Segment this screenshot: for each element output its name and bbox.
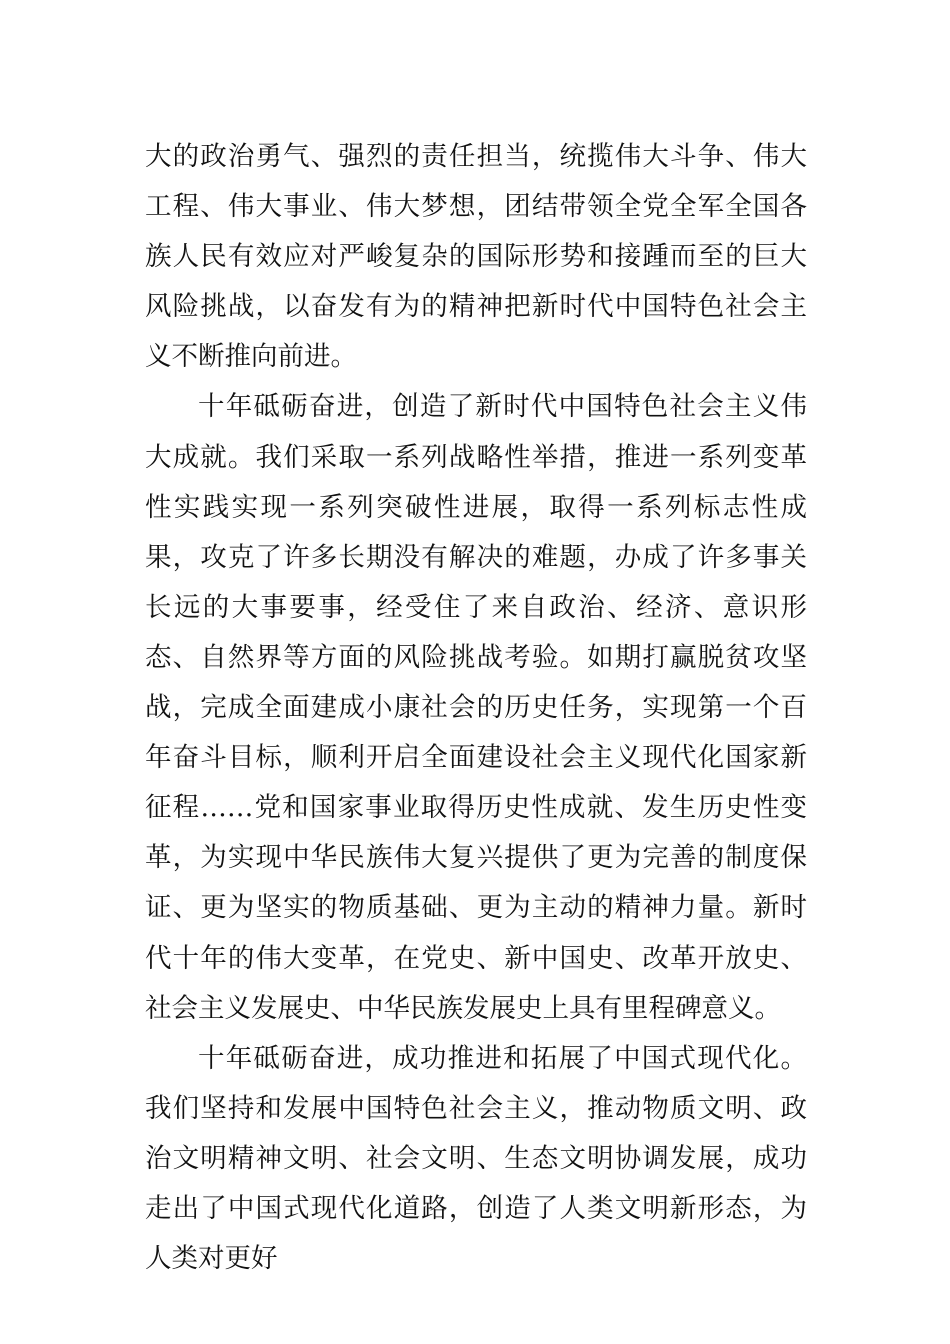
document-body [145, 132, 807, 1284]
paragraph-3: 十年砥砺奋进，成功推进和拓展了中国式现代化。我们坚持和发展中国特色社会主义，推动物质文明、政治文明精神文明、社会文明、生态文明协调发展，成功走出了中国式现代化道路，创造了人类文明新形态，为人类对更好 [145, 1042, 807, 1275]
paragraph-1: 大的政治勇气、强烈的责任担当，统揽伟大斗争、伟大工程、伟大事业、伟大梦想，团结带领全党全军全国各族人民有效应对严峻复杂的国际形势和接踵而至的巨大风险挑战，以奋发有为的精神把新时代中国特色社会主义不断推向前进。 [145, 141, 807, 373]
paragraph-2: 十年砥砺奋进，创造了新时代中国特色社会主义伟大成就。我们采取一系列战略性举措，推进一系列变革性实践实现一系列突破性进展，取得一系列标志性成果，攻克了许多长期没有解决的难题，办成了许多事关长远的大事要事，经受住了来自政治、经济、意识形态、自然界等方面的风险挑战考验。如期打赢脱贫攻坚战，完成全面建成小康社会的历史任务，实现第一个百年奋斗目标，顺利开启全面建设社会主义现代化国家新征程……党和国家事业取得历史性成就、发生历史性变革，为实现中华民族伟大复兴提供了更为完善的制度保证、更为坚实的物质基础、更为主动的精神力量。新时代十年的伟大变革，在党史、新中国史、改革开放史、社会主义发展史、中华民族发展史上具有里程碑意义。 [145, 391, 807, 1024]
